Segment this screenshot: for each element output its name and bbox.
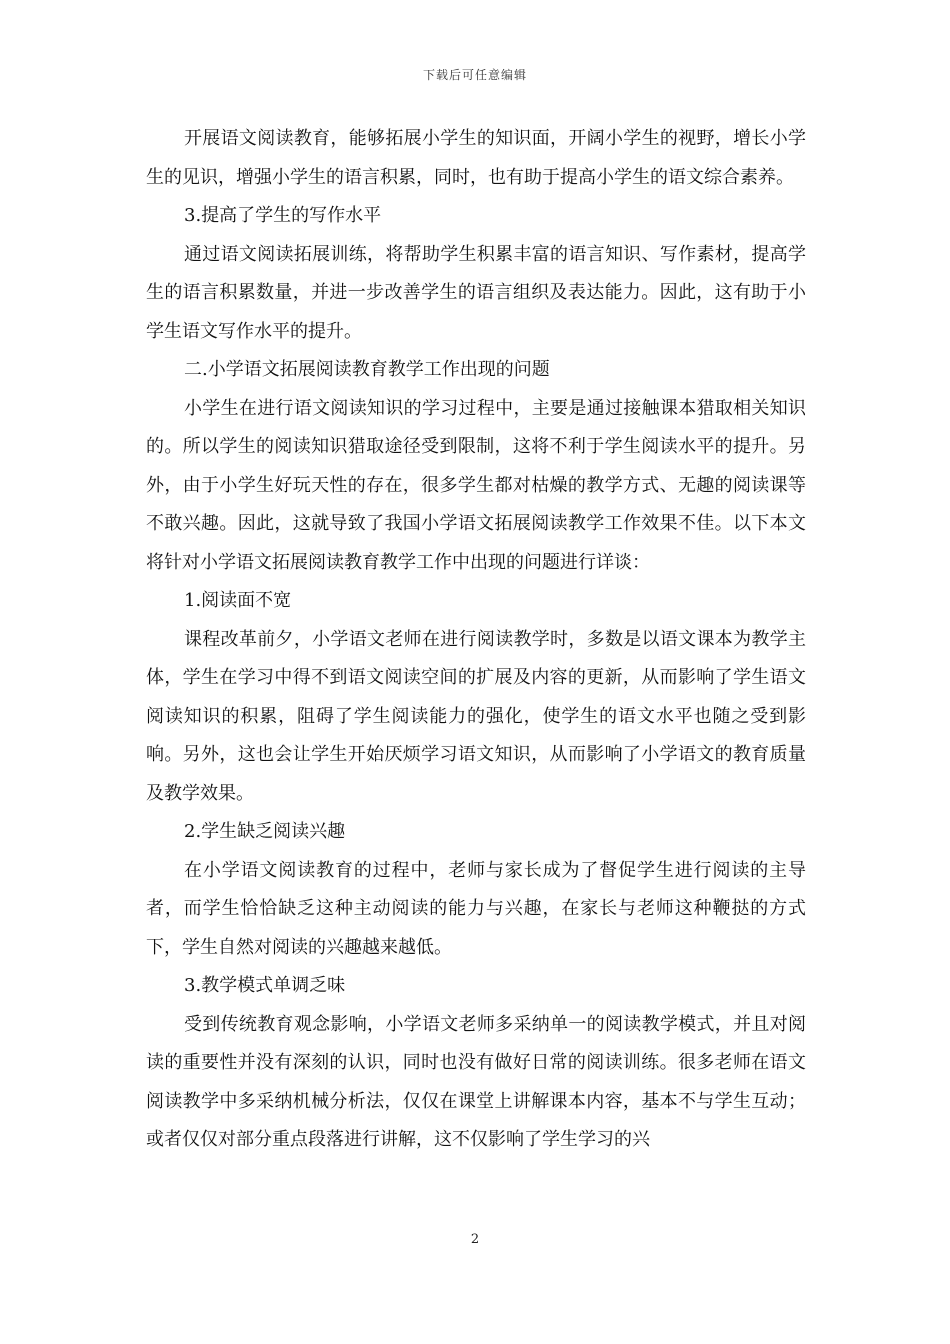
section-heading: 1.阅读面不宽 — [184, 590, 292, 611]
section-heading: 2.学生缺乏阅读兴趣 — [184, 821, 346, 842]
document-body — [146, 120, 806, 1160]
page-header-note: 下载后可任意编辑 — [422, 68, 527, 82]
paragraph: 课程改革前夕，小学语文老师在进行阅读教学时，多数是以语文课本为教学主体，学生在学习中得不到语文阅读空间的扩展及内容的更新，从而影响了学生语文阅读知识的积累，阻碍了学生阅读能力的强化，使学生的语文水平也随之受到影响。另外，这也会让学生开始厌烦学习语文知识，从而影响了小学语文的教育质量及教学效果。 — [146, 628, 806, 804]
section-heading: 二.小学语文拓展阅读教育教学工作出现的问题 — [184, 359, 550, 380]
page-number: 2 — [470, 1232, 480, 1247]
paragraph: 通过语文阅读拓展训练，将帮助学生积累丰富的语言知识、写作素材，提高学生的语言积累数量，并进一步改善学生的语言组织及表达能力。因此，这有助于小学生语文写作水平的提升。 — [146, 243, 806, 342]
paragraph: 受到传统教育观念影响，小学语文老师多采纳单一的阅读教学模式，并且对阅读的重要性并没有深刻的认识，同时也没有做好日常的阅读训练。很多老师在语文阅读教学中多采纳机械分析法，仅仅在课堂上讲解课本内容，基本不与学生互动；或者仅仅对部分重点段落进行讲解，这不仅影响了学生学习的兴 — [146, 1013, 806, 1150]
section-heading: 3.教学模式单调乏味 — [184, 975, 346, 996]
paragraph: 在小学语文阅读教育的过程中，老师与家长成为了督促学生进行阅读的主导者，而学生恰恰缺乏这种主动阅读的能力与兴趣，在家长与老师这种鞭挞的方式下，学生自然对阅读的兴趣越来越低。 — [146, 859, 806, 958]
paragraph: 小学生在进行语文阅读知识的学习过程中，主要是通过接触课本猎取相关知识的。所以学生的阅读知识猎取途径受到限制，这将不利于学生阅读水平的提升。另外，由于小学生好玩天性的存在，很多学生都对枯燥的教学方式、无趣的阅读课等不敢兴趣。因此，这就导致了我国小学语文拓展阅读教学工作效果不佳。以下本文将针对小学语文拓展阅读教育教学工作中出现的问题进行详谈： — [146, 397, 806, 573]
paragraph: 开展语文阅读教育，能够拓展小学生的知识面，开阔小学生的视野，增长小学生的见识，增强小学生的语言积累，同时，也有助于提高小学生的语文综合素养。 — [146, 128, 806, 188]
section-heading: 3.提高了学生的写作水平 — [184, 205, 382, 226]
